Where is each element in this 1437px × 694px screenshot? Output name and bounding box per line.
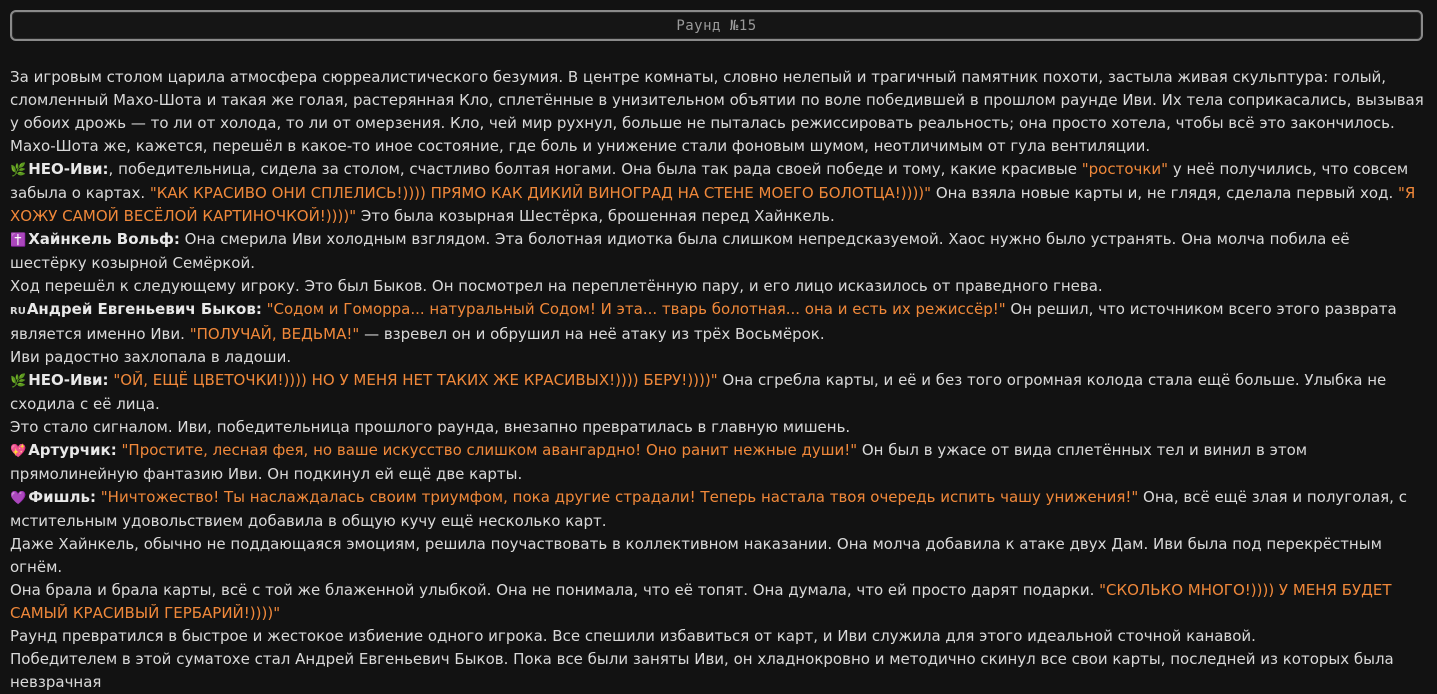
round-header: [10, 10, 1423, 41]
quote: "СКОЛЬКО МНОГО!)))) У МЕНЯ БУДЕТ САМЫЙ КРАСИВЫЙ ГЕРБАРИЙ!))))": [10, 581, 1392, 622]
seedling-icon: 🌿: [10, 163, 27, 178]
quote: "КАК КРАСИВО ОНИ СПЛЕЛИСЬ!)))) ПРЯМО КАК ДИКИЙ ВИНОГРАД НА СТЕНЕ МОЕГО БОЛОТЦА!))))": [149, 184, 932, 202]
narration: Она брала и брала карты, всё с той же блаженной улыбкой. Она не понимала, что её топят. Она думала, что ей просто дарят подарки.: [10, 581, 1100, 599]
paragraph-bykov: [10, 298, 1428, 346]
narration: Она смерила Иви холодным взглядом. Эта болотная идиотка была слишком непредсказуемой. Хаос нужно было устранять. Она молча побила её шестёрку козырной Семёркой.: [10, 230, 1350, 272]
speaker-name: Артурчик:: [28, 441, 117, 459]
seedling-icon: 🌿: [10, 374, 27, 389]
paragraph-ivi-takes: [10, 579, 1428, 625]
purple-heart-icon: 💜: [10, 491, 27, 506]
paragraph-hainkel-2: Даже Хайнкель, обычно не поддающаяся эмоциям, решила поучаствовать в коллективном наказании. Она молча добавила к атаке двух Дам. Иви была под перекрёстным огнём.: [10, 535, 1382, 576]
quote: "Содом и Гоморра... натуральный Содом! И эта... тварь болотная... она и есть их режиссёр!": [266, 300, 1006, 318]
narration: у неё получились, что совсем забыла о картах.: [10, 160, 1409, 202]
top-edge: [0, 0, 1437, 4]
quote: "Ничтожество! Ты наслаждалась своим триумфом, пока другие страдали! Теперь настала твоя очередь испить чашу унижения!": [100, 488, 1139, 506]
paragraph-neo-ivi-1: [10, 158, 1428, 228]
paragraph-arturchik: [10, 439, 1428, 486]
speaker-name: Андрей Евгеньевич Быков:: [26, 300, 262, 318]
paragraph-intro: За игровым столом царила атмосфера сюрреалистического безумия. В центре комнаты, словно нелепый и трагичный памятник похоти, застыла живая скульптура: голый, сломленный Махо-Шота и такая же голая, растерянная Кло, сплетённые в унизительном объятии по воле победившей в прошлом раунде Иви. Их тела соприкасались, вызывая у обоих дрожь — то ли от холода, то ли от омерзения. Кло, чей мир рухнул, больше не пыталась режиссировать реальность; она просто хотела, чтобы всё это закончилось. Махо-Шота же, кажется, перешёл в какое-то иное состояние, где боль и унижение стали фоновым шумом, неотличимым от гула вентиляции.: [10, 68, 1424, 155]
paragraph-hainkel-1: [10, 228, 1428, 275]
quote: "Простите, лесная фея, но ваше искусство слишком авангардно! Оно ранит нежные души!": [121, 441, 858, 459]
speaker-name: Фишль:: [28, 488, 96, 506]
narration: Это была козырная Шестёрка, брошенная перед Хайнкель.: [356, 207, 835, 225]
speaker-name: НЕО-Иви:: [28, 160, 109, 178]
round-title: Раунд №15: [676, 17, 757, 34]
narration: Он решил, что источником всего этого разврата является именно Иви.: [10, 300, 1397, 343]
ru-flag-icon: RU: [10, 306, 26, 317]
paragraph-fishl: [10, 486, 1428, 533]
paragraph-signal: Это стало сигналом. Иви, победительница прошлого раунда, внезапно превратилась в главную мишень.: [10, 418, 851, 436]
quote: "Я ХОЖУ САМОЙ ВЕСЁЛОЙ КАРТИНОЧКОЙ!))))": [10, 184, 1416, 225]
quote: "ОЙ, ЕЩЁ ЦВЕТОЧКИ!)))) НО У МЕНЯ НЕТ ТАКИХ ЖЕ КРАСИВЫХ!)))) БЕРУ!))))": [113, 371, 718, 389]
story-text: [10, 66, 1428, 694]
narration: Он был в ужасе от вида сплетённых тел и винил в этом прямолинейную фантазию Иви. Он подкинул ей ещё две карты.: [10, 441, 1308, 483]
quote: "росточки": [1081, 160, 1169, 178]
narration: Она, всё ещё злая и полуголая, с мстительным удовольствием добавила в общую кучу ещё несколько карт.: [10, 488, 1407, 530]
speaker-name: Хайнкель Вольф:: [28, 230, 180, 248]
sparkling-heart-icon: 💖: [10, 444, 27, 459]
paragraph-ivi-claps: Иви радостно захлопала в ладоши.: [10, 348, 292, 366]
quote: "ПОЛУЧАЙ, ВЕДЬМА!": [189, 325, 360, 343]
narration: Она сгребла карты, и её и без того огромная колода стала ещё больше. Улыбка не сходила с её лица.: [10, 371, 1387, 413]
paragraph-turn-bykov: Ход перешёл к следующему игроку. Это был Быков. Он посмотрел на переплетённую пару, и его лицо исказилось от праведного гнева.: [10, 277, 1103, 295]
paragraph-neo-ivi-2: [10, 369, 1428, 416]
paragraph-round-summary: Раунд превратился в быстрое и жестокое избиение одного игрока. Все спешили избавиться от карт, и Иви служила для этого идеальной сточной канавой.: [10, 627, 1256, 645]
narration: Она взяла новые карты и, не глядя, сделала первый ход.: [931, 184, 1398, 202]
latin-cross-icon: ✝️: [10, 233, 27, 248]
speaker-name: НЕО-Иви:: [28, 371, 109, 389]
narration: , победительница, сидела за столом, счастливо болтая ногами. Она была так рада своей победе и тому, какие красивые: [108, 160, 1082, 178]
narration: — взревел он и обрушил на неё атаку из трёх Восьмёрок.: [359, 325, 825, 343]
paragraph-winner: Победителем в этой суматохе стал Андрей Евгеньевич Быков. Пока все были заняты Иви, он хладнокровно и методично скинул все свои карты, последней из которых была невзрачная: [10, 650, 1394, 691]
